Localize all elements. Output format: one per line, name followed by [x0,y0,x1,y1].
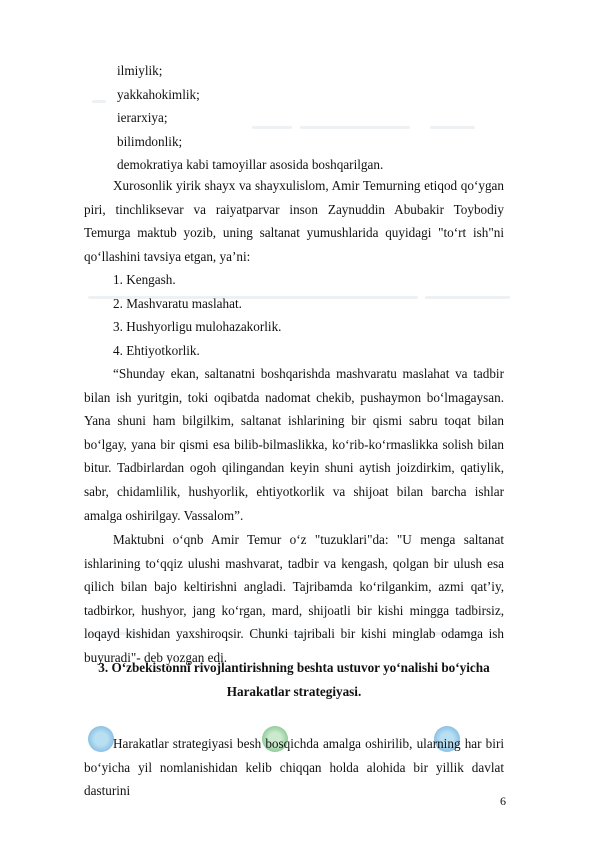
list-item: yakkahokimlik; [117,86,200,102]
list-item: 4. Ehtiyotkorlik. [113,342,200,358]
list-item: 2. Mashvaratu maslahat. [113,295,242,311]
list-item: ierarxiya; [117,110,168,126]
page-number: 6 [500,794,506,808]
watermark-stripe [92,100,106,103]
paragraph: Maktubni o‘qnb Amir Temur o‘z "tuzuklari"da: "U menga saltanat ishlarining to‘qqiz ulushi mashvarat, tadbir va kengash, qolgan bir ulush esa qilich bilan bajo keltirishni angladi. Tajribamda ko‘rilgankim, azmi qat’iy, tadbirkor, hushyor, jang ko‘rgan, mard, shijoatli bir kishi mingga tadbirsiz, loqayd kishidan yaxshiroqsir. Chunki tajribali bir kishi minglab odamga ish buyuradi"- deb yozgan edi. [84,532,504,665]
numbered-list [113,268,281,362]
watermark-stripe [425,296,510,299]
heading-line: 3. O‘zbekistonni rivojlantirishning beshta ustuvor yo‘nalishi bo‘yicha [98,660,490,675]
principles-list [117,59,383,177]
paragraph: “Shunday ekan, saltanatni boshqarishda mashvaratu maslahat va tadbir bilan ish yuritgin, toki oqibatda nadomat chekib, pushaymon bo‘lmagaysan. Yana shuni ham bilgilkim, saltanat ishlarining bir qismi sabru toqat bilan bo‘lgay, yana bir qismi esa bilib-bilmaslikka, ko‘rib-ko‘rmaslikka solish bilan bitur. Tadbirlardan ogoh qilingandan keyin shuni aytish joizdirkim, qatiylik, sabr, chidamlilik, hushyorlik, ehtiyotkorlik va shijoat bilan barcha ishlar amalga oshirilgay. Vassalom”. [84,366,504,523]
paragraph: Harakatlar strategiyasi besh bosqichda amalga oshirilib, ularning har biri bo‘yicha yil nomlanishidan kelib chiqqan holda alohida bir yillik davlat dasturini [84,736,504,799]
section-heading [84,656,504,704]
list-item: 1. Kengash. [113,272,176,287]
list-item: bilimdonlik; [117,133,183,149]
list-item: demokratiya kabi tamoyillar asosida boshqarilgan. [117,157,384,173]
list-item: ilmiylik; [117,63,163,78]
watermark-stripe [430,126,475,129]
list-item: 3. Hushyorligu mulohazakorlik. [113,319,282,335]
paragraph: Xurosonlik yirik shayx va shayxulislom, Amir Temurning etiqod qo‘ygan piri, tinchliksevar va raiyatparvar inson Zaynuddin Abubakir Toybodiy Temurga maktub yozib, uning saltanat yumushlarida quyidagi "to‘rt ish"ni qo‘llashini tavsiya etgan, ya’ni: [84,178,504,264]
heading-line: Harakatlar strategiyasi. [226,684,362,699]
